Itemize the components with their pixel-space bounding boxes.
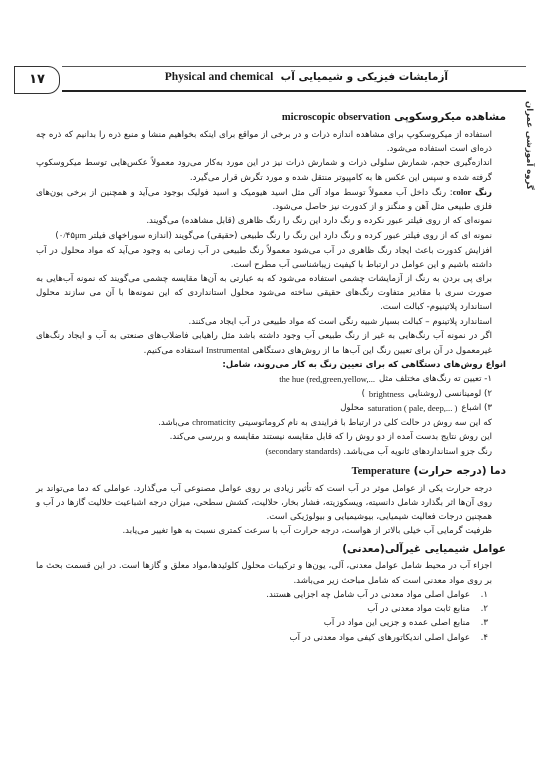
list-item: ۳. منابع اصلی عمده و جزیی این مواد در آب bbox=[323, 618, 488, 629]
section-temperature-title: دما (درجه حرارت) Temperature bbox=[351, 464, 506, 477]
header-rule-bottom bbox=[62, 90, 526, 92]
chapter-title bbox=[165, 71, 448, 83]
page-header bbox=[14, 66, 526, 96]
color-paragraph-3: نمونه ای که از روی فیلتر عبور کرده و رنگ دارد این رنگ را رنگ طبیعی (حقیقی) می‌گویند (اندازه سوراخهای فیلتر ۰/۴۵μm) bbox=[55, 230, 492, 242]
color-paragraph-1: رنگ color: رنگ داخل آب معمولاً توسط مواد آلی مثل اسید هیومیک و اسید فولیک بوجود می‌آید و همچنین از برخی یون‌های فلزی طبیعی مثل آهن و منگنز و از کدورت نیز حاصل می‌شود. bbox=[36, 186, 492, 213]
side-tab-label: گروه آموزشی عمران bbox=[524, 100, 534, 190]
chemical-list bbox=[36, 588, 506, 645]
microscopic-paragraph-2: اندازه‌گیری حجم، شمارش سلولی ذرات و شمارش ذرات نیز در این مورد به‌کار می‌رود معمولاً عکس‌هایی توسط میکروسکوپ گرفته شده و سپس این عکس ها به کامپیوتر منتقل شده و مورد تگرش قرار می‌گیرد. bbox=[36, 158, 492, 183]
header-rule-top bbox=[62, 66, 526, 67]
list-item: ۲. منابع ثابت مواد معدنی در آب bbox=[367, 604, 488, 615]
color-paragraph-4: افزایش کدورت باعث ایجاد رنگ ظاهری در آب می‌شود معمولاً رنگ طبیعی در آب زمانی به وجود می‌آید که مواد محلول در آب داشته باشیم و این عوامل در ارتباط با کیفیت زیباشناسی آب مطرح است. bbox=[36, 245, 492, 270]
color-paragraph-2: نمونه‌ای که از روی فیلتر عبور نکرده و رنگ دارد این رنگ را رنگ ظاهری (قابل مشاهده) می‌گویند. bbox=[146, 216, 492, 227]
chapter-title-en: Physical and chemical bbox=[164, 71, 274, 83]
page-number: ۱۷ bbox=[14, 66, 60, 94]
section-microscopic-title: مشاهده میکروسکوپی microscopic observation bbox=[281, 111, 506, 123]
methods-list bbox=[36, 372, 506, 415]
microscopic-paragraph-1: استفاده از میکروسکوپ برای مشاهده اندازه ذرات و در برخی از مواقع برای اینکه بخواهیم منشا و منبع ذره را بدانیم که ذره چه ذره‌ای است استفاده می‌شود. bbox=[36, 130, 492, 155]
list-item: ۲) لومینانسی (روشنایی brightness ) bbox=[361, 388, 492, 399]
list-item: ۴. عوامل اصلی اندیکاتورهای کیفی مواد معدنی در آب bbox=[289, 632, 488, 643]
methods-note-2: این روش نتایج بدست آمده از دو روش را که قابل مقایسه نیستند مقایسه و بررسی می‌کند. bbox=[169, 432, 492, 443]
color-paragraph-5: برای پی بردن به رنگ از آزمایشات چشمی استفاده می‌شود که به عبارتی به آن‌ها مقایسه چشمی می‌گویند که نمونه آب‌هایی به صورت سری با مقادیر متفاوت رنگ‌های حقیقی ساخته می‌شود محلول استانداردی که این نمونه‌ها با آن می سازند محلول استاندارد پلاتینیوم- کبالت است. bbox=[36, 274, 492, 313]
temperature-paragraph-1: درجه حرارت یکی از عوامل موثر در آب است که تأثیر زیادی بر روی عوامل مصنوعی آب می‌گذارد. عواملی که دما می‌تواند بر روی آن‌ها اثر بگذارد شامل دانسیته، ویسکوزیته، فشار بخار، حلالیت، کشش سطحی، میزان درجه اشباعیت حلالیت گازها در آب و همچنین درجات فعالیت شیمیایی، بیوشیمیایی و بیولوژیکی است. bbox=[36, 483, 492, 523]
color-paragraph-7: اگر در نمونه آب رنگ‌هایی به غیر از رنگ طبیعی آب وجود داشته باشد مثل راهیابی فاضلاب‌های صنعتی به آب و ایجاد رنگ‌های غیرمعمول در آن برای تعیین رنگ این آب‌ها ما از روش‌های دستگاهی Instrumental استفاده می‌کنیم. bbox=[36, 330, 492, 357]
methods-note-1: که این سه روش در حالت کلی در ارتباط با فرایندی به نام کروماتوسیتی chromaticity می‌باشد. bbox=[158, 417, 492, 429]
list-item: ۱. عوامل اصلی مواد معدنی در آب شامل چه اجزایی هستند. bbox=[266, 589, 488, 600]
chemical-paragraph-1: اجزاء آب در محیط شامل عوامل معدنی، آلی، یون‌ها و ترکیبات محلول کلوئیدها،مواد معلق و گازها است. در این قسمت بحث ما بر روی مواد معدنی است که شامل مباحث زیر می‌باشد. bbox=[36, 561, 492, 586]
chapter-title-fa: آزمایشات فیزیکی و شیمیایی آب bbox=[280, 71, 448, 83]
list-item: ۳) اشباع saturation ( pale, deep,... ) محلول bbox=[340, 402, 492, 413]
page-content bbox=[36, 106, 506, 645]
section-chemical-title: عوامل شیمیایی غیرآلی(معدنی) bbox=[342, 543, 506, 556]
methods-title: انواع روش‌های دستگاهی که برای تعیین رنگ به کار می‌روند، شامل: bbox=[222, 360, 506, 371]
methods-note-3: رنگ جزو استانداردهای ثانویه آب می‌باشد. (secondary standards) bbox=[265, 446, 492, 458]
color-paragraph-6: استاندارد پلاتینوم – کبالت بسیار شبیه رنگی است که مواد طبیعی در آب ایجاد می‌کنند. bbox=[188, 316, 492, 327]
temperature-paragraph-2: ظرفیت گرمایی آب خیلی بالاتر از هواست، درجه حرارت آب با سرعت کمتری نسبت به هوا تغییر می‌یابد. bbox=[122, 526, 492, 537]
list-item: ۱- تعیین ته رنگ‌های مختلف مثل the hue (red,green,yellow,... bbox=[279, 374, 492, 385]
